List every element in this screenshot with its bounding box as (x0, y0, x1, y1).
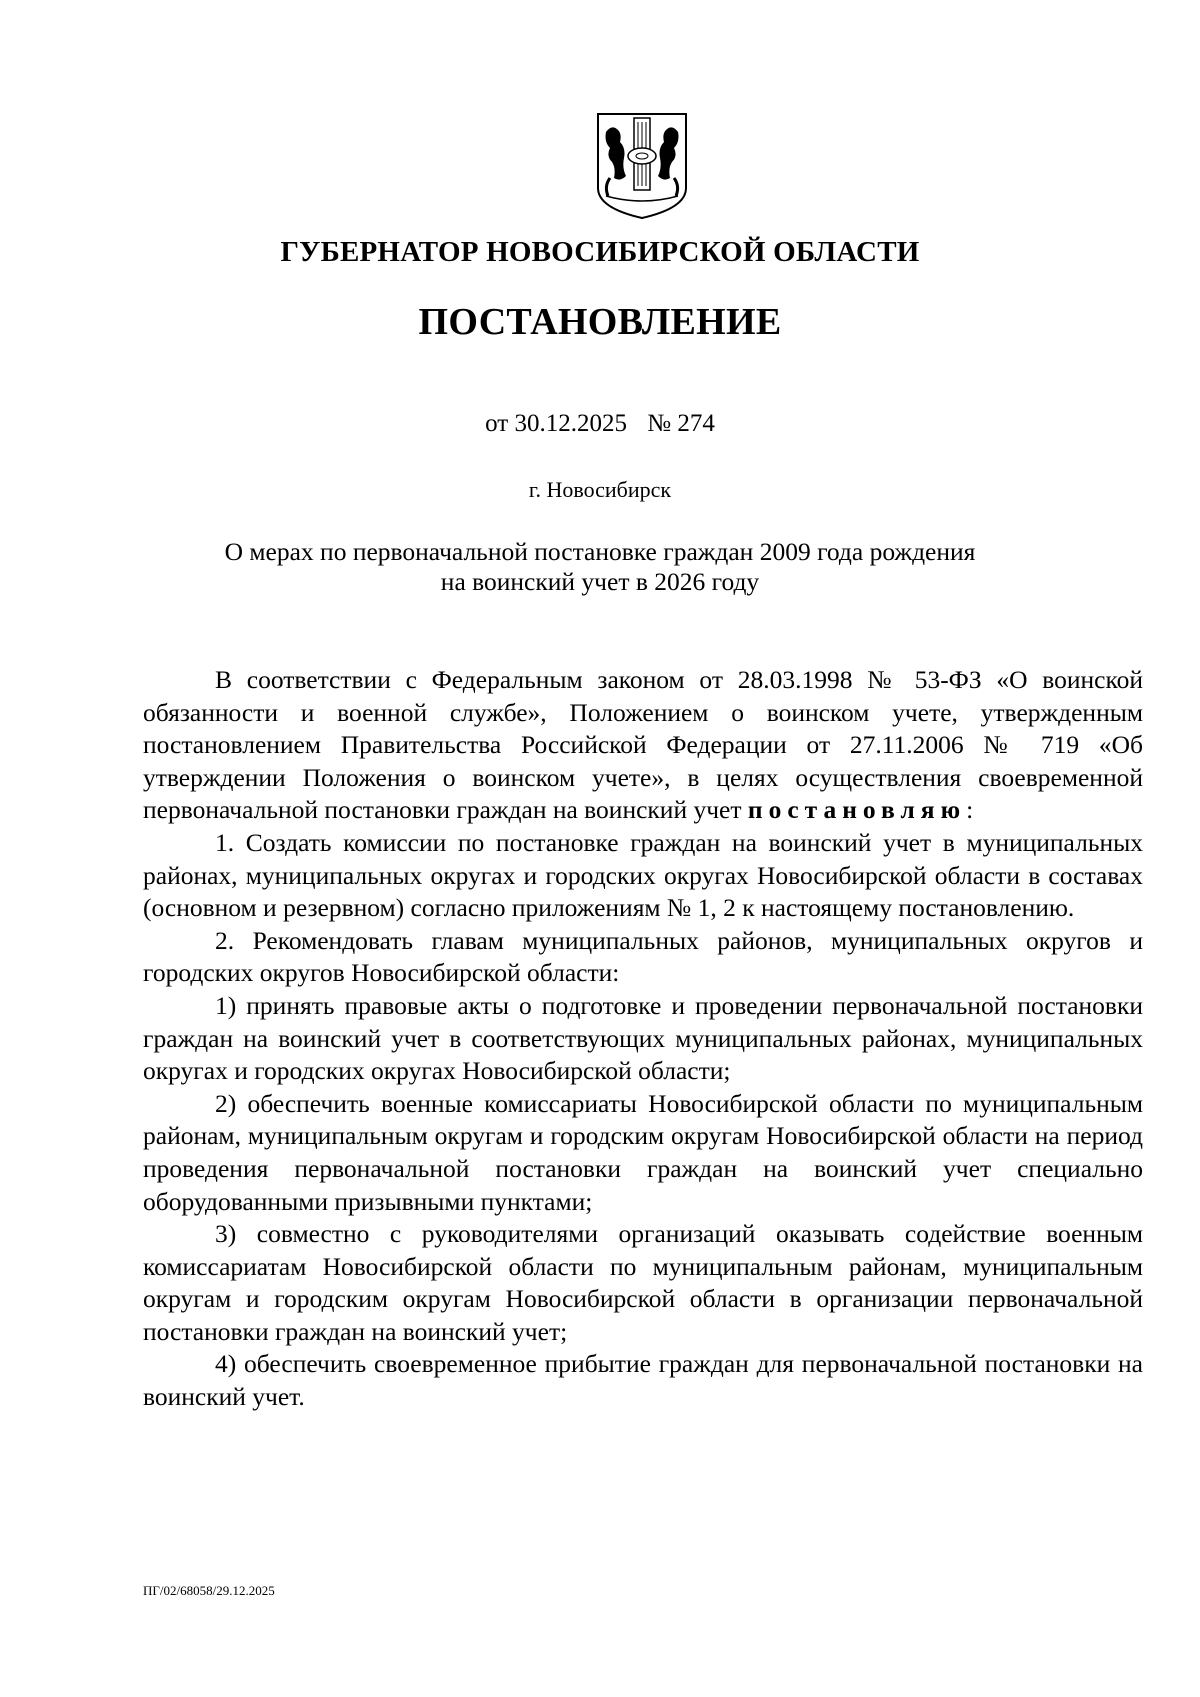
date-number-line (0, 410, 1200, 438)
subitem-paragraph: 4) обеспечить своевременное прибытие граждан для первоначальной постановки на воинский учет. (143, 1349, 1143, 1412)
number-sign: № (647, 410, 672, 437)
resolve-colon: : (966, 795, 974, 825)
subitem-paragraph: 2) обеспечить военные комиссариаты Новосибирской области по муниципальным районам, муниципальным округам и городским округам Новосибирской области на период проведения первоначальной постановки граждан на воинский учет специально оборудованными призывными пунктами; (143, 1088, 1143, 1216)
item-paragraph: 1. Создать комиссии по постановке граждан на воинский учет в муниципальных районах, муниципальных округах и городских округах Новосибирской области в составах (основном и резервном) согласно приложениям № 1, 2 к настоящему постановлению. (143, 827, 1143, 923)
document-number: 274 (677, 410, 715, 437)
subitem-paragraph: 1) принять правовые акты о подготовке и проведении первоначальной постановки граждан на воинский учет в соответствующих муниципальных районах, муниципальных округах и городских округах Новосибирской области; (143, 990, 1143, 1086)
subject-line-1: О мерах по первоначальной постановке граждан 2009 года рождения (224, 537, 976, 566)
subitem-paragraph: 3) совместно с руководителями организаций оказывать содействие военным комиссариатам Новосибирской области по муниципальным районам, муниципальным округам и городским округам Новосибирской области в организации первоначальной постановки граждан на воинский учет; (143, 1219, 1143, 1346)
item-paragraph: 2. Рекомендовать главам муниципальных районов, муниципальных округов и городских округов Новосибирской области: (143, 925, 1143, 988)
document-registration-code: ПГ/02/68058/29.12.2025 (143, 1583, 275, 1598)
date-prefix: от (485, 410, 509, 437)
authority-title: ГУБЕРНАТОР НОВОСИБИРСКОЙ ОБЛАСТИ (280, 236, 920, 268)
document-body (143, 664, 1143, 1414)
subject-line-2: на воинский учет в 2026 году (440, 567, 760, 596)
document-date: 30.12.2025 (514, 410, 627, 437)
preamble-text: В соответствии с Федеральным законом от 28.03.1998 № 53-ФЗ «О воинской обязанности и военной службе», Положением о воинском учете, утвержденным постановлением Правительства Российской Федерации от 27.11.2006 № 719 «Об утверждении Положения о воинском учете», в целях осуществления своевременной первоначальной постановки граждан на воинский учет (143, 665, 1143, 825)
document-type-title: ПОСТАНОВЛЕНИЕ (418, 301, 782, 343)
coat-of-arms-icon (596, 112, 688, 220)
resolve-word: постановляю (747, 795, 967, 825)
document-subject (0, 537, 1200, 597)
city: г. Новосибирск (528, 477, 672, 502)
preamble-paragraph (143, 664, 1143, 827)
